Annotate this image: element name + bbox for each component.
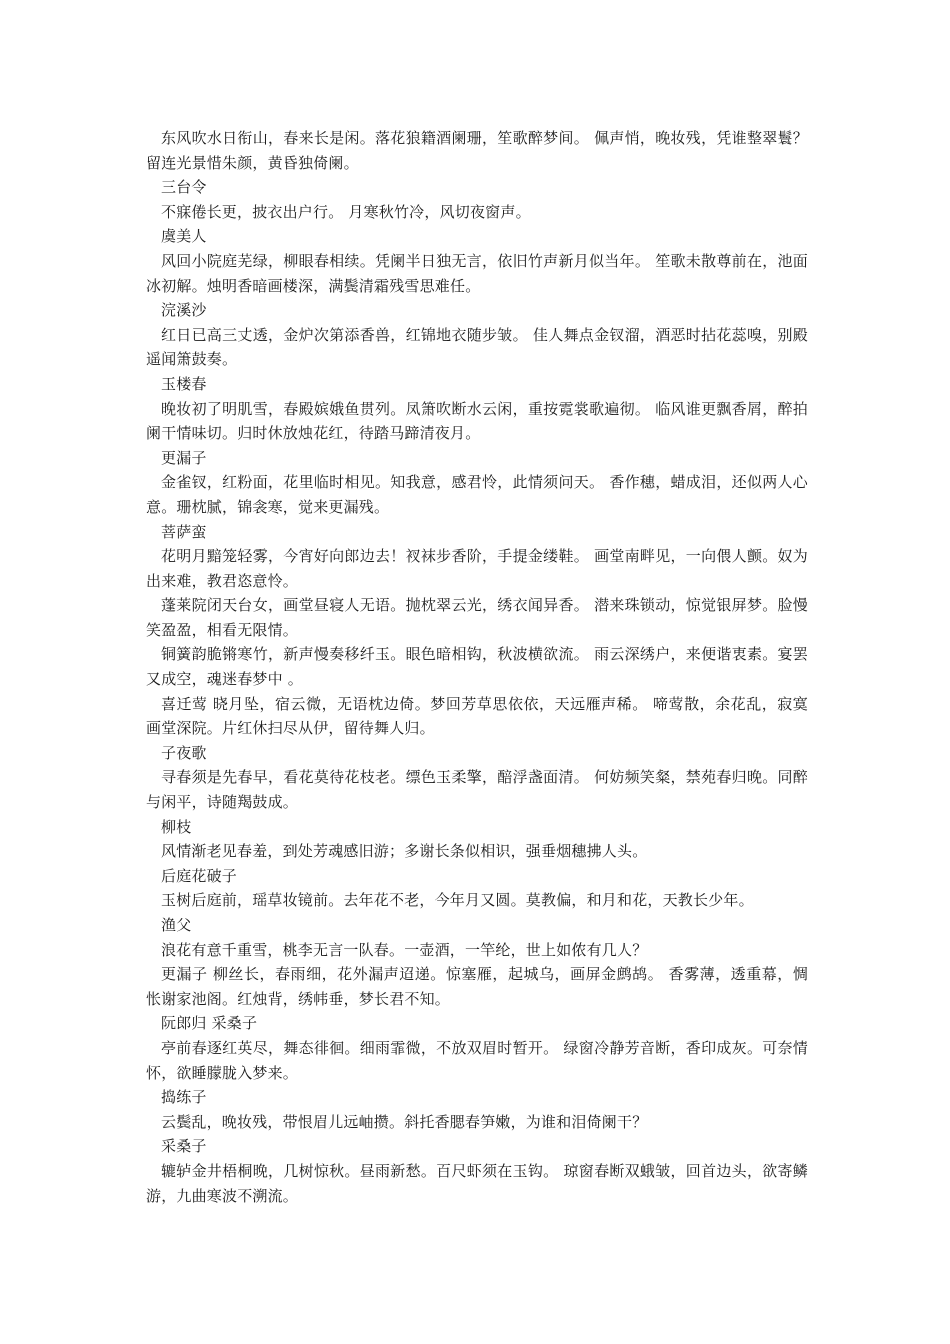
poem-text: 玉树后庭前，瑶草妆镜前。去年花不老，今年月又圆。莫教偏，和月和花，天教长少年。	[161, 891, 754, 910]
poem-title: 更漏子	[161, 448, 207, 467]
poem-title: 渔父	[161, 916, 192, 934]
poem-text: 红日已高三丈透，金炉次第添香兽，红锦地衣随步皱。 佳人舞点金钗溜，酒恶时拈花蕊嗅，别殿遥闻箫鼓奏。	[146, 325, 808, 369]
poem-text: 寻春须是先春早，看花莫待花枝老。缥色玉柔擎，醅浮盏面清。 何妨频笑粲，禁苑春归晚。同醉与闲平，诗随羯鼓成。	[146, 768, 808, 812]
poem-text: 东风吹水日衔山，春来长是闲。落花狼籍酒阑珊，笙歌醉梦间。 佩声悄，晚妆残，凭谁整翠鬟？留连光景惜朱颜，黄昏独倚阑。	[146, 129, 808, 172]
poem-title: 后庭花破子	[161, 866, 238, 885]
poem-text: 风情渐老见春羞，到处芳魂感旧游；多谢长条似相识，强垂烟穗拂人头。	[161, 842, 648, 861]
poem-text: 更漏子 柳丝长，春雨细，花外漏声迢递。惊塞雁，起城乌，画屏金鹧鸪。 香雾薄，透重幕，惆怅谢家池阁。红烛背，绣帏垂，梦长君不知。	[146, 965, 808, 1008]
poem-title: 捣练子	[161, 1088, 207, 1107]
document-body	[146, 126, 808, 1208]
poem-title: 浣溪沙	[161, 301, 207, 320]
poem-text: 喜迁莺 晓月坠，宿云微，无语枕边倚。梦回芳草思依依，天远雁声稀。 啼莺散，余花乱，寂寞画堂深院。片红休扫尽从伊，留待舞人归。	[146, 694, 808, 738]
poem-text: 花明月黯笼轻雾，今宵好向郎边去！衩袜步香阶，手提金缕鞋。 画堂南畔见，一向偎人颤。奴为出来难，教君恣意怜。	[146, 547, 808, 590]
poem-text: 铜簧韵脆锵寒竹，新声慢奏移纤玉。眼色暗相钩，秋波横欲流。 雨云深绣户，来便谐衷素。宴罢又成空，魂迷春梦中 。	[146, 645, 808, 689]
poem-text: 亭前春逐红英尽，舞态徘徊。细雨霏微，不放双眉时暂开。 绿窗冷静芳音断，香印成灰。可奈情怀，欲睡朦胧入梦来。	[146, 1038, 808, 1082]
poem-text: 辘轳金井梧桐晚，几树惊秋。昼雨新愁。百尺虾须在玉钩。 琼窗春断双蛾皱，回首边头，欲寄鳞游，九曲寒波不溯流。	[146, 1161, 808, 1205]
poem-title: 虞美人	[161, 227, 207, 246]
poem-text: 不寐倦长更，披衣出户行。 月寒秋竹冷，风切夜窗声。	[161, 202, 531, 221]
poem-title: 采桑子	[161, 1137, 207, 1156]
poem-text: 风回小院庭芜绿，柳眼春相续。凭阑半日独无言，依旧竹声新月似当年。 笙歌未散尊前在，池面冰初解。烛明香暗画楼深，满鬓清霜残雪思难任。	[146, 251, 808, 295]
poem-text: 晚妆初了明肌雪，春殿嫔娥鱼贯列。凤箫吹断水云闲，重按霓裳歌遍彻。 临风谁更飘香屑，醉拍阑干情味切。归时休放烛花红，待踏马蹄清夜月。	[146, 399, 808, 443]
poem-text: 金雀钗，红粉面，花里临时相见。知我意，感君怜，此情须问天。 香作穗，蜡成泪，还似两人心意。珊枕腻，锦衾寒，觉来更漏残。	[146, 473, 808, 516]
poem-title: 柳枝	[161, 817, 192, 836]
poem-title: 子夜歌	[161, 743, 207, 762]
poem-text: 蓬莱院闭天台女，画堂昼寝人无语。抛枕翠云光，绣衣闻异香。 潜来珠锁动，惊觉银屏梦。脸慢笑盈盈，相看无限情。	[146, 596, 808, 639]
poem-title: 三台令	[161, 178, 207, 197]
poem-title: 菩萨蛮	[161, 522, 207, 541]
poem-text: 云鬓乱，晚妆残，带恨眉儿远岫攒。斜托香腮春笋嫩，为谁和泪倚阑干？	[161, 1112, 648, 1131]
poem-title: 阮郎归 采桑子	[161, 1014, 258, 1033]
poem-text: 浪花有意千重雪，桃李无言一队春。一壶酒，一竿纶，世上如侬有几人？	[161, 940, 648, 959]
poem-title: 玉楼春	[161, 374, 207, 393]
